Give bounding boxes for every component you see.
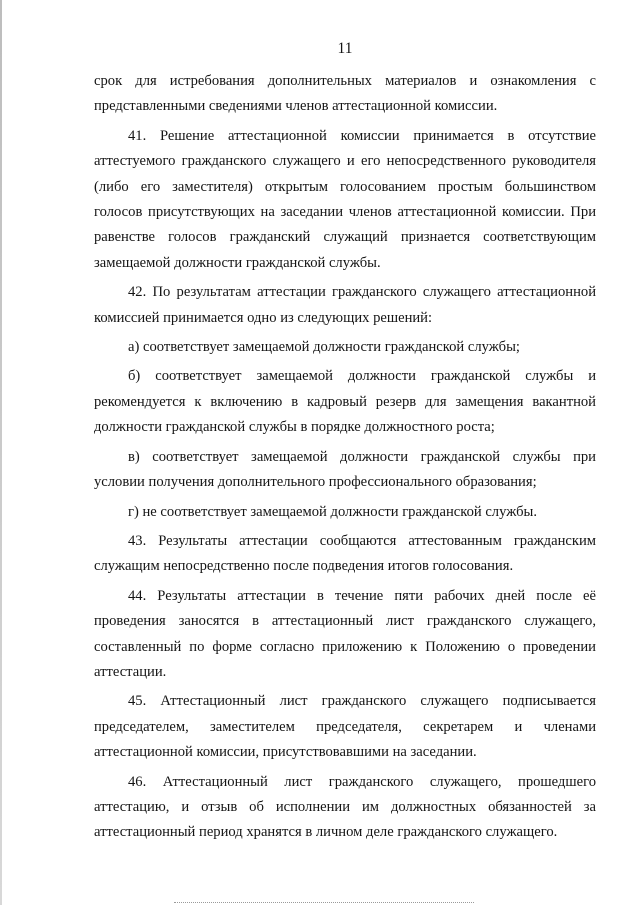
paragraph-42: 42. По результатам аттестации гражданского служащего аттестационной комиссией принимается одно из следующих решений: bbox=[94, 284, 596, 326]
paragraph-46: 46. Аттестационный лист гражданского служащего, прошедшего аттестацию, и отзыв об исполнении им должностных обязанностей за аттестационный период хранятся в личном деле гражданского служащего. bbox=[94, 773, 596, 841]
paragraph-43: 43. Результаты аттестации сообщаются аттестованным гражданским служащим непосредственно после подведения итогов голосования. bbox=[94, 532, 596, 575]
page-number: 11 bbox=[337, 40, 353, 57]
scan-edge-shadow bbox=[0, 0, 2, 905]
paragraph-42-v: в) соответствует замещаемой должности гражданской службы при условии получения дополнительного профессионального образования; bbox=[94, 448, 596, 491]
paragraph-42-a: а) соответствует замещаемой должности гражданской службы; bbox=[128, 339, 520, 356]
paragraph-44: 44. Результаты аттестации в течение пяти рабочих дней после её проведения заносятся в аттестационный лист гражданского служащего, составленный по форме согласно приложению к Положению о проведении аттестации. bbox=[94, 587, 596, 680]
paragraph-42-b: б) соответствует замещаемой должности гражданской службы и рекомендуется к включению в кадровый резерв для замещения вакантной должности гражданской службы в порядке должностного роста; bbox=[94, 368, 596, 436]
paragraph-42-g: г) не соответствует замещаемой должности гражданской службы. bbox=[128, 503, 537, 520]
scan-bottom-artifact bbox=[174, 901, 474, 903]
paragraph-45: 45. Аттестационный лист гражданского служащего подписывается председателем, заместителем председателя, секретарем и членами аттестационной комиссии, присутствовавшими на заседании. bbox=[94, 693, 596, 761]
paragraph-41: 41. Решение аттестационной комиссии принимается в отсутствие аттестуемого гражданского служащего и его непосредственного руководителя (либо его заместителя) открытым голосованием простым большинством голосов присутствующих на заседании членов аттестационной комиссии. При равенстве голосов гражданский служащий признается соответствующим замещаемой должности гражданской службы. bbox=[94, 127, 596, 271]
paragraph-continuation: срок для истребования дополнительных материалов и ознакомления с представленными сведениями членов аттестационной комиссии. bbox=[94, 73, 596, 115]
